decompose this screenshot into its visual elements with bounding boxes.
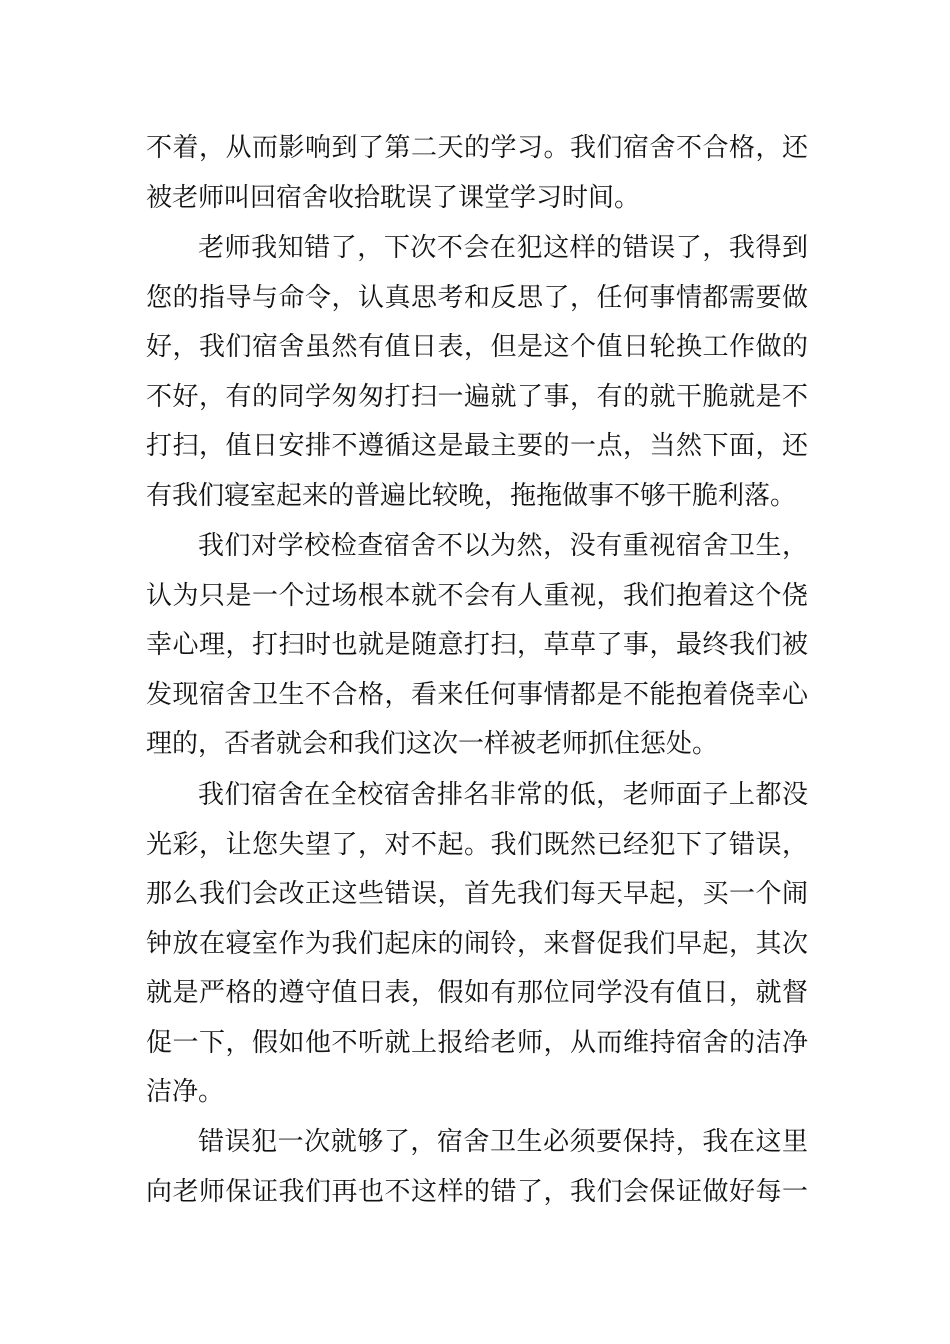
paragraph-line: 幸心理，打扫时也就是随意打扫，草草了事，最终我们被 (146, 630, 808, 660)
paragraph-3 (146, 522, 808, 770)
paragraph-line: 您的指导与命令，认真思考和反思了，任何事情都需要做 (146, 282, 808, 313)
paragraph-line: 好，我们宿舍虽然有值日表，但是这个值日轮换工作做的 (146, 332, 808, 362)
paragraph-line: 发现宿舍卫生不合格，看来任何事情都是不能抱着侥幸心 (146, 679, 808, 710)
paragraph-line: 打扫，值日安排不遵循这是最主要的一点，当然下面，还 (146, 431, 808, 461)
paragraph-line: 不好，有的同学匆匆打扫一遍就了事，有的就干脆就是不 (146, 381, 808, 412)
paragraph-line: 钟放在寝室作为我们起床的闹铃，来督促我们早起，其次 (146, 928, 808, 959)
paragraph-line: 就是严格的遵守值日表，假如有那位同学没有值日，就督 (146, 978, 808, 1008)
paragraph-1 (146, 124, 808, 223)
paragraph-line: 认为只是一个过场根本就不会有人重视，我们抱着这个侥 (146, 580, 808, 611)
paragraph-4 (146, 771, 808, 1118)
paragraph-line: 有我们寝室起来的普遍比较晚，拖拖做事不够干脆利落。 (146, 480, 797, 511)
paragraph-line: 老师我知错了，下次不会在犯这样的错误了，我得到 (198, 233, 808, 263)
paragraph-line: 洁净。 (146, 1077, 225, 1107)
paragraph-line: 光彩，让您失望了，对不起。我们既然已经犯下了错误， (146, 829, 808, 860)
paragraph-line: 错误犯一次就够了，宿舍卫生必须要保持，我在这里 (198, 1127, 808, 1157)
paragraph-line: 那么我们会改正这些错误，首先我们每天早起，买一个闹 (146, 879, 808, 909)
paragraph-line: 向老师保证我们再也不这样的错了，我们会保证做好每一 (146, 1176, 808, 1207)
paragraph-line: 促一下，假如他不听就上报给老师，从而维持宿舍的洁净 (146, 1027, 808, 1058)
paragraph-line: 不着，从而影响到了第二天的学习。我们宿舍不合格，还 (146, 133, 808, 163)
paragraph-line: 理的，否者就会和我们这次一样被老师抓住惩处。 (146, 729, 719, 759)
paragraph-line: 被老师叫回宿舍收拾耽误了课堂学习时间。 (146, 182, 641, 213)
paragraph-line: 我们宿舍在全校宿舍排名非常的低，老师面子上都没 (198, 780, 808, 810)
paragraph-5 (146, 1118, 808, 1217)
paragraph-2 (146, 224, 808, 521)
paragraph-line: 我们对学校检查宿舍不以为然，没有重视宿舍卫生， (198, 531, 808, 561)
